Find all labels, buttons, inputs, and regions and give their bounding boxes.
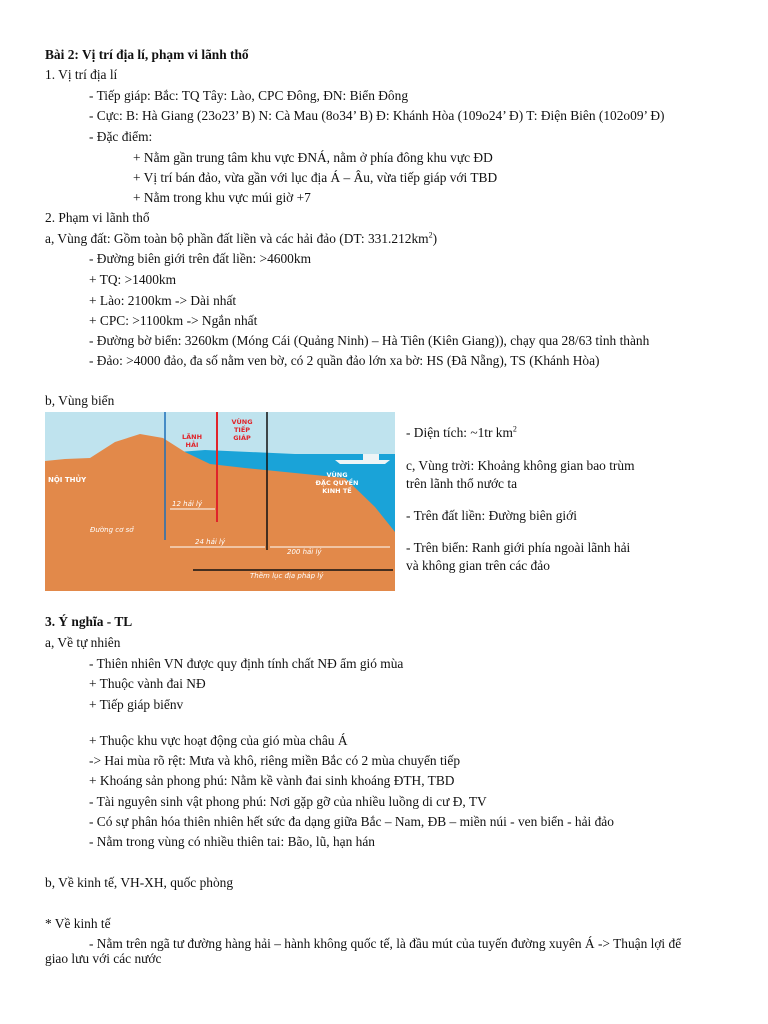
dac-diem-point-2: + Vị trí bán đảo, vừa gần với lục địa Á – Âu, vừa tiếp giáp với TBD <box>133 170 498 185</box>
ship-icon <box>335 460 390 464</box>
vung-troi-line: c, Vùng trời: Khoảng không gian bao trùm trên lãnh thổ nước ta <box>406 458 635 491</box>
label-24-hai-ly: 24 hải lý <box>195 538 226 546</box>
label-them-luc-dia: Thềm lục địa pháp lý <box>250 572 324 580</box>
tu-nhien-heading: a, Về tự nhiên <box>45 635 121 650</box>
kinh-te-heading: b, Về kinh tế, VH-XH, quốc phòng <box>45 875 234 890</box>
tu-nhien-line-2: + Thuộc vành đai NĐ <box>89 676 206 691</box>
tu-nhien-line-5: -> Hai mùa rõ rệt: Mưa và khô, riêng miền Bắc có 2 mùa chuyển tiếp <box>89 753 461 768</box>
label-dqkt-2: ĐẶC QUYỀN <box>315 479 359 487</box>
vung-dat-end: ) <box>432 231 438 246</box>
label-dqkt-1: VÙNG <box>326 471 348 479</box>
label-dqkt-3: KINH TẾ <box>322 487 352 495</box>
dac-diem-point-3: + Nằm trong khu vực múi giờ +7 <box>133 190 311 205</box>
dac-diem-point-1: + Nằm gần trung tâm khu vực ĐNÁ, nằm ở phía đông khu vực ĐD <box>133 150 493 165</box>
label-200-hai-ly: 200 hải lý <box>287 548 322 556</box>
dien-tich-line <box>406 425 517 441</box>
vung-dat-line <box>45 231 437 247</box>
cuc-line: - Cực: B: Hà Giang (23o23’ B) N: Cà Mau (8o34’ B) Đ: Khánh Hòa (109o24’ Đ) T: Điện Biên (102o09’ Đ) <box>89 108 665 123</box>
tren-bien-line: - Trên biển: Ranh giới phía ngoài lãnh hải và không gian trên các đảo <box>406 540 631 573</box>
tq-line: + TQ: >1400km <box>89 272 177 287</box>
label-tiep-giap-3: GIÁP <box>233 434 251 442</box>
bo-bien-line: - Đường bờ biển: 3260km (Móng Cái (Quảng Ninh) – Hà Tiên (Kiên Giang)), chạy qua 28/63 tỉnh thành <box>89 333 650 348</box>
vung-dat-sup: 2 <box>428 230 433 240</box>
kinh-te-line-2: giao lưu với các nước <box>45 951 162 966</box>
tu-nhien-line-1: - Thiên nhiên VN được quy định tính chất NĐ ẩm gió mùa <box>89 656 404 671</box>
dien-tich-text: - Diện tích: ~1tr km <box>406 425 513 440</box>
vung-bien-heading: b, Vùng biển <box>45 393 115 408</box>
cpc-line: + CPC: >1100km -> Ngắn nhất <box>89 313 258 328</box>
dao-line: - Đảo: >4000 đảo, đa số nằm ven bờ, có 2 quần đảo lớn xa bờ: HS (Đã Nẵng), TS (Khánh Hòa) <box>89 353 600 368</box>
label-lanh-hai-1: LÃNH <box>181 433 203 441</box>
tu-nhien-line-8: - Có sự phân hóa thiên nhiên hết sức đa dạng giữa Bắc – Nam, ĐB – miền núi - ven biển - hải đảo <box>89 814 614 829</box>
vung-dat-text: a, Vùng đất: Gồm toàn bộ phần đất liền và các hải đảo (DT: 331.212km <box>45 231 429 246</box>
label-tiep-giap-2: TIẾP <box>233 426 251 434</box>
tiep-giap-line: - Tiếp giáp: Bắc: TQ Tây: Lào, CPC Đông, ĐN: Biển Đông <box>89 88 409 103</box>
label-12-hai-ly: 12 hải lý <box>172 500 203 508</box>
tren-dat-lien-line: - Trên đất liền: Đường biên giới <box>406 508 577 523</box>
dac-diem-line: - Đặc điểm: <box>89 129 153 144</box>
tu-nhien-line-3: + Tiếp giáp biểnv <box>89 697 184 712</box>
kinh-te-line-1: - Nằm trên ngã tư đường hàng hải – hành không quốc tế, là đầu mút của tuyến đường xuyên Á -> Thuận lợi để <box>89 936 682 951</box>
sea-zones-diagram <box>45 412 395 591</box>
tu-nhien-line-7: - Tài nguyên sinh vật phong phú: Nơi gặp gỡ của nhiều luồng di cư Đ, TV <box>89 794 487 809</box>
bien-gioi-line: - Đường biên giới trên đất liền: >4600km <box>89 251 311 266</box>
dien-tich-sup: 2 <box>512 424 517 434</box>
tu-nhien-line-6: + Khoáng sản phong phú: Nằm kề vành đai sinh khoáng ĐTH, TBD <box>89 773 455 788</box>
section-2-heading: 2. Phạm vi lãnh thổ <box>45 210 150 225</box>
label-duong-co-so: Đường cơ sở <box>90 526 134 534</box>
label-noi-thuy: NỘI THỦY <box>48 476 87 484</box>
ve-kinh-te-heading: * Về kinh tế <box>45 916 111 931</box>
label-tiep-giap-1: VÙNG <box>231 418 253 426</box>
lao-line: + Lào: 2100km -> Dài nhất <box>89 293 237 308</box>
ship-cabin <box>363 454 379 460</box>
section-1-heading: 1. Vị trí địa lí <box>45 67 118 82</box>
tu-nhien-line-9: - Nằm trong vùng có nhiều thiên tai: Bão, lũ, hạn hán <box>89 834 375 849</box>
tu-nhien-line-4: + Thuộc khu vực hoạt động của gió mùa châu Á <box>89 733 348 748</box>
label-lanh-hai-2: HẢI <box>185 441 199 449</box>
page-title: Bài 2: Vị trí địa lí, phạm vi lãnh thổ <box>45 47 249 62</box>
section-3-heading: 3. Ý nghĩa - TL <box>45 614 133 629</box>
